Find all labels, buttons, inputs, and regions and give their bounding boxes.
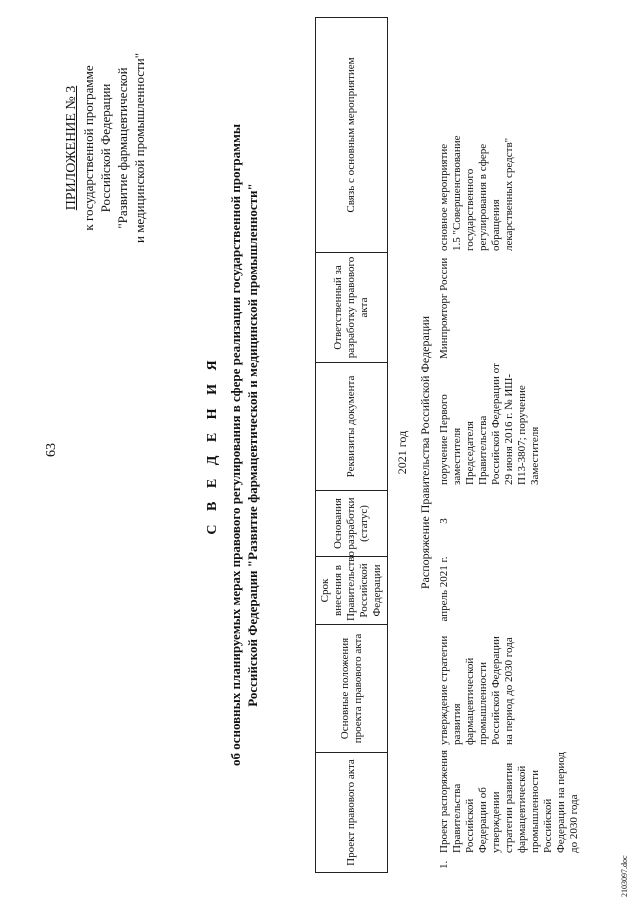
heading-subtitle-line: об основных планируемых мерах правового регулирования в сфере реализации государственной программы [228, 123, 243, 767]
page-number: 63 [44, 443, 59, 457]
appendix-title: ПРИЛОЖЕНИЕ № 3 [64, 85, 79, 211]
row-link-to-measure: основное мероприятие 1.5 "Совершенствование государственного регулирования в сфере обращения лекарственных средств" [438, 135, 515, 251]
row-main-provisions: утверждение стратегии развития фармацевтической промышленности Российской Федерации на период до 2030 года [438, 635, 515, 745]
measures-table-header [315, 17, 388, 873]
table-row [438, 18, 638, 873]
row-document-details: поручение Первого заместителя Председателя Правительства Российской Федерации от 29 июня 2016 г. № ИШ-П13-3807; поручение Заместителя [438, 363, 541, 485]
document-heading [205, 45, 261, 845]
row-submission-deadline: апрель 2021 г. [438, 556, 450, 622]
header-legal-act: Проект правового акта [316, 753, 388, 873]
header-document-details: Реквизиты документа [316, 363, 388, 491]
header-responsible: Ответственный за разработку правового акта [316, 253, 388, 363]
row-number: 1. [438, 860, 450, 869]
header-main-provisions: Основные положения проекта правового акта [316, 625, 388, 753]
row-legal-act: Проект распоряжения Правительства Российской Федерации об утверждении стратегии развития фармацевтической промышленности Российской Федерации на период до 2030 года [438, 749, 580, 853]
year-label: 2021 год [395, 430, 409, 475]
row-basis: 3 [438, 518, 450, 524]
appendix-block [63, 23, 148, 273]
appendix-line: "Развитие фармацевтической [115, 67, 130, 229]
heading-subtitle-line: Российской Федерации "Развитие фармацевтической и медицинской промышленности" [245, 183, 260, 707]
document-filename: 2103097.doc [620, 855, 629, 897]
header-submission-deadline: Срок внесения в Правительство Российской Федерации [316, 557, 388, 625]
table-header-row [316, 18, 388, 873]
header-basis: Основания разработки (статус) [316, 491, 388, 557]
header-link-to-measure: Связь с основным мероприятием [316, 18, 388, 253]
row-responsible: Минпромторг России [438, 257, 450, 359]
section-label: Распоряжение Правительства Российской Федерации [418, 315, 432, 590]
appendix-line: к государственной программе [81, 65, 96, 231]
appendix-line: и медицинской промышленности" [132, 53, 147, 243]
appendix-line: Российской Федерации [98, 83, 113, 213]
heading-title: С В Е Д Е Н И Я [205, 355, 220, 535]
